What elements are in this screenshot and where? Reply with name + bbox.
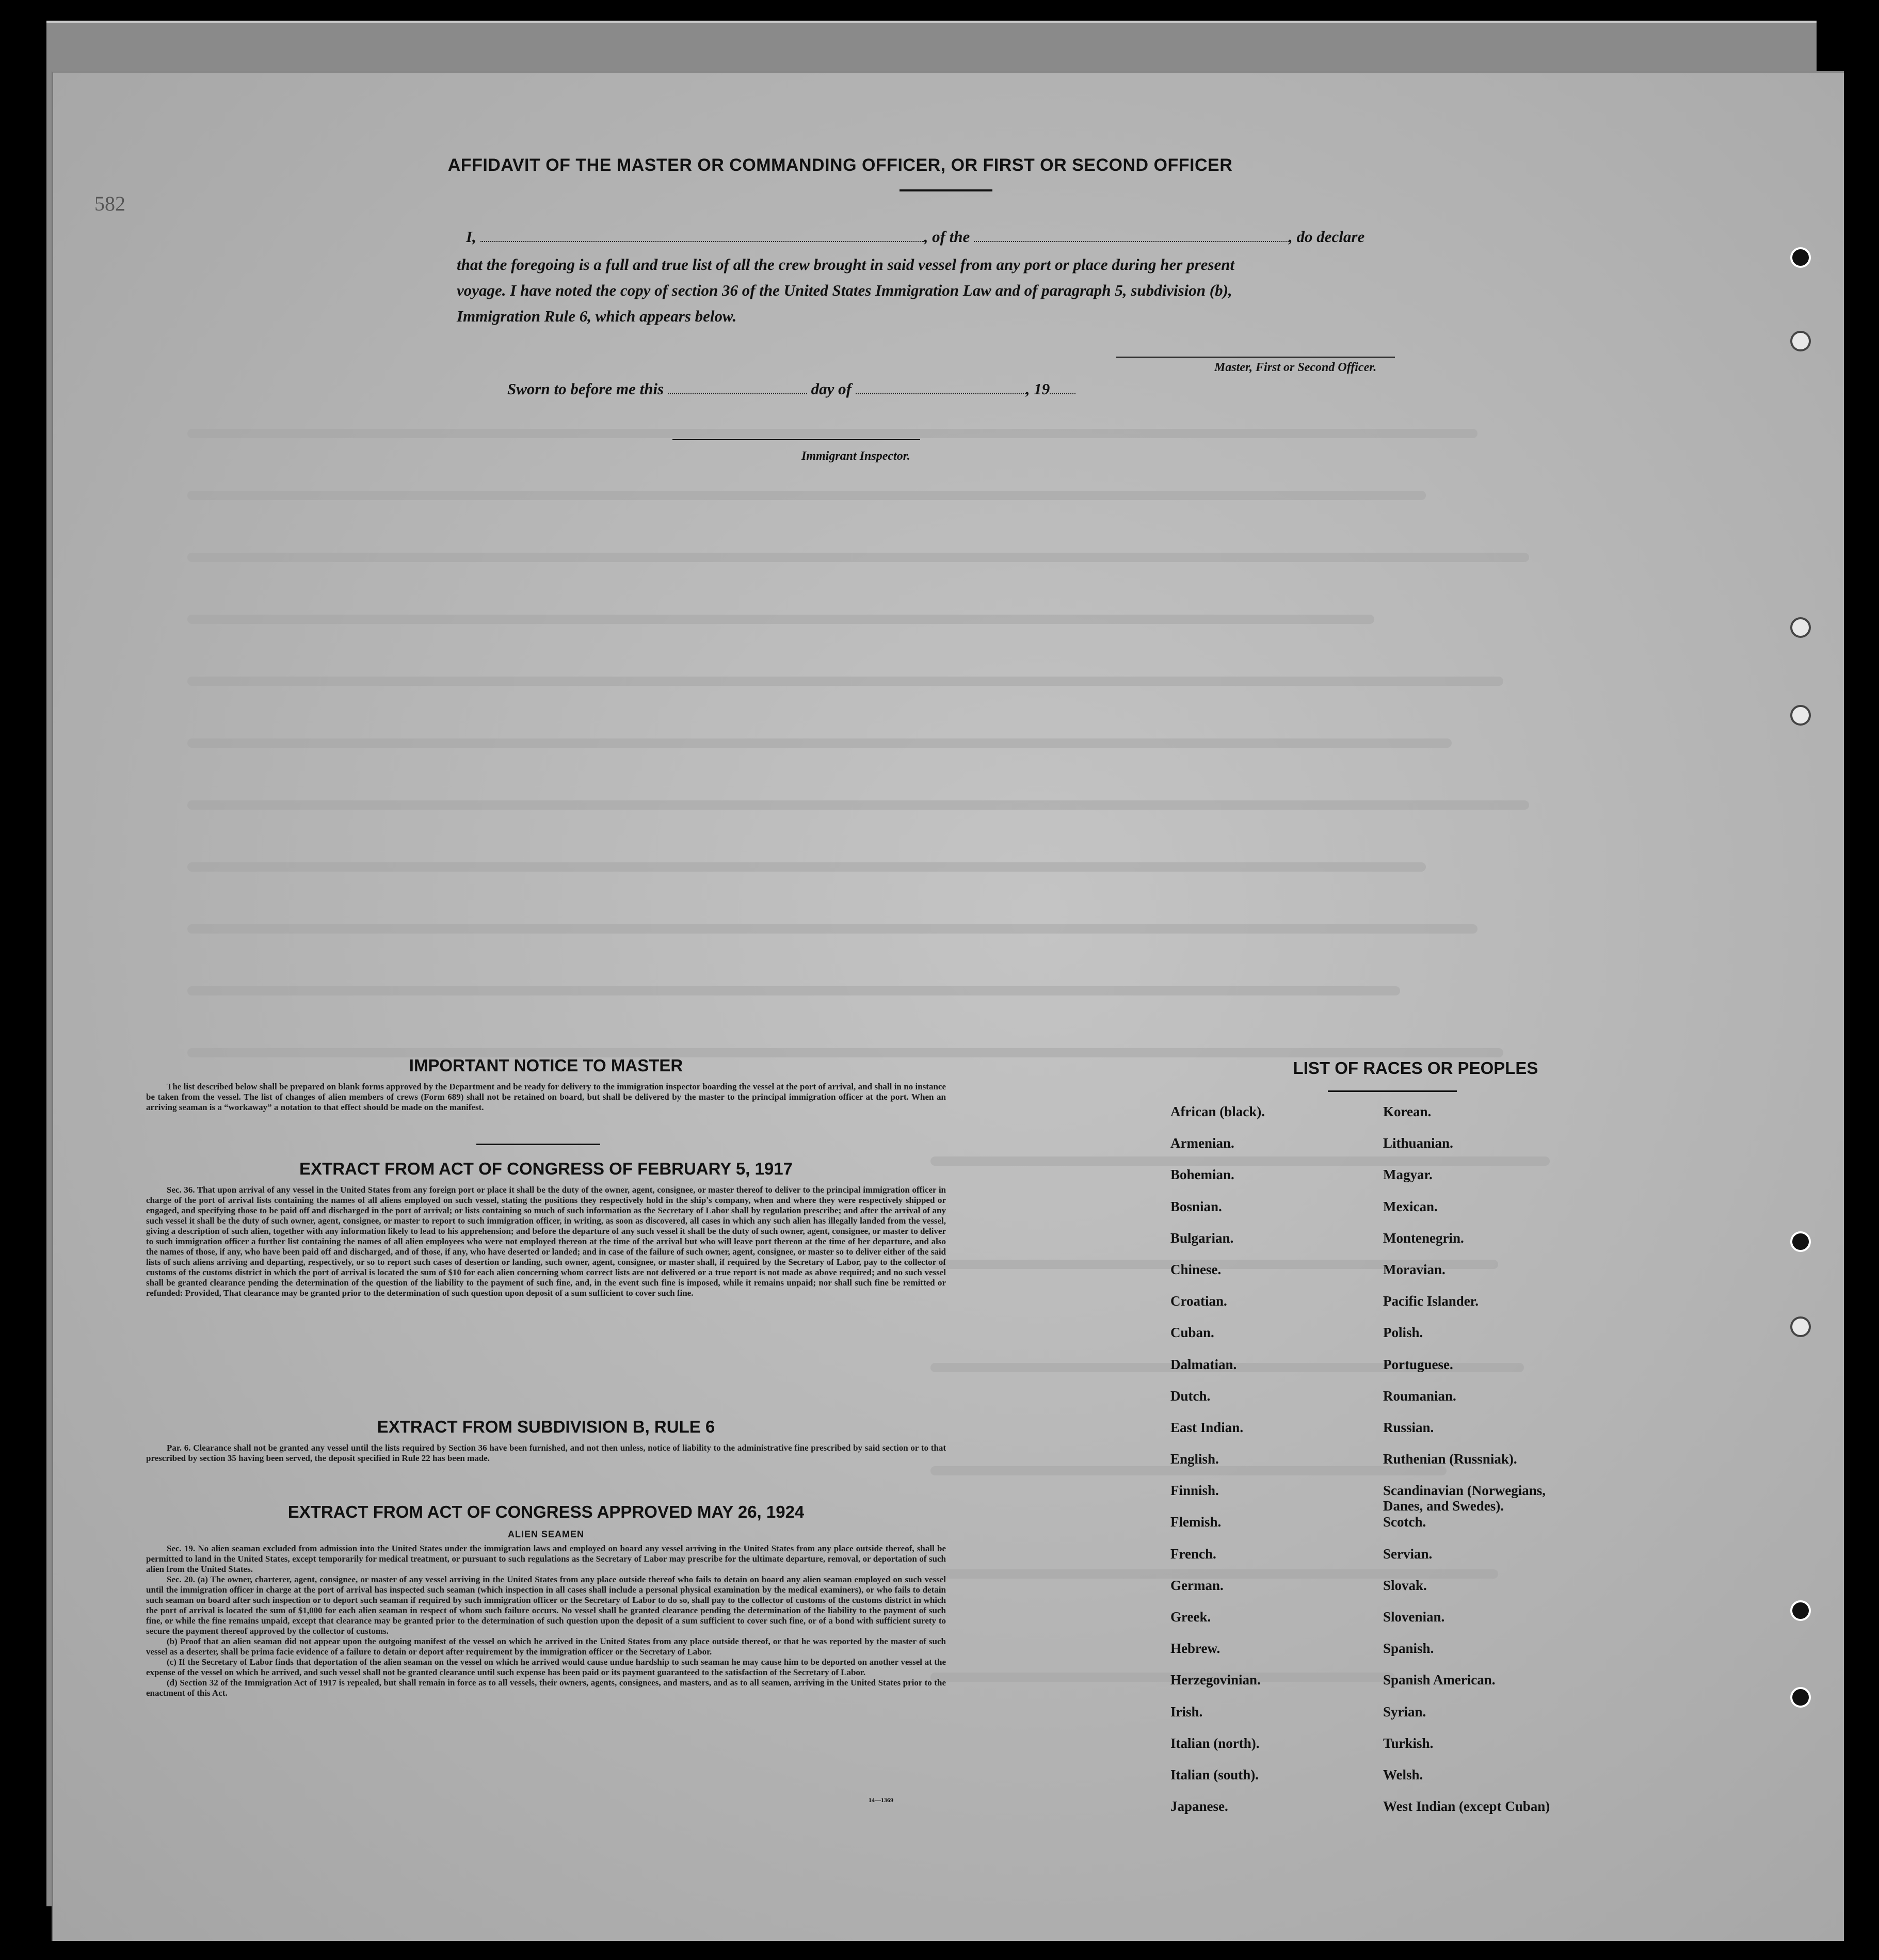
- race-item: Finnish.: [1170, 1483, 1219, 1499]
- race-item: Hebrew.: [1170, 1641, 1220, 1657]
- race-item: Montenegrin.: [1383, 1230, 1464, 1246]
- race-item: Roumanian.: [1383, 1388, 1456, 1404]
- race-item: Italian (south).: [1170, 1766, 1259, 1782]
- title-rule: [900, 189, 992, 191]
- section-20d-paragraph: (d) Section 32 of the Immigration Act of 1917 is repealed, but shall remain in force as to all vessels, their owners, agents, consignees, and masters, and as to all seamen, arriving in the United States prior to the enactment of this Act.: [146, 1678, 946, 1698]
- punch-hole: [1790, 617, 1811, 638]
- section-20b-paragraph: (b) Proof that an alien seaman did not appear upon the outgoing manifest of the vessel on which he arrived in the United States from any place outside thereof, or that he was reported by the master of such vessel as a deserter, shall be prima facie evidence of a failure to detain or deport after requirement by the immigration officer or the Secretary of Labor.: [146, 1636, 946, 1657]
- race-item: African (black).: [1170, 1104, 1265, 1119]
- race-item: Korean.: [1383, 1104, 1432, 1119]
- race-item: Japanese.: [1170, 1798, 1228, 1814]
- punch-hole: [1790, 1316, 1811, 1337]
- sworn-label: Sworn to before me this: [507, 380, 664, 398]
- day-of-label: day of: [811, 380, 852, 398]
- race-item: Bosnian.: [1170, 1198, 1222, 1214]
- race-item: Croatian.: [1170, 1293, 1227, 1309]
- declaration-line: [466, 228, 1498, 246]
- inspector-signature-line[interactable]: [672, 439, 920, 440]
- races-rule: [1328, 1090, 1457, 1092]
- race-item: Cuban.: [1170, 1325, 1214, 1341]
- section-20a-paragraph: Sec. 20. (a) The owner, charterer, agent, consignee, or master of any vessel arriving in the United States from any place outside thereof who fails to detain on board any alien seaman employed on such vessel until the immigration officer in charge at the port of arrival has inspected such seaman (which inspection in all cases shall include a personal physical examination by the medical examiners), or who fails to detain such seaman on board after such inspection or to deport such seaman if required by such immigration officer or the Secretary of Labor to do so, shall pay to the collector of customs of the customs district in which the port of arrival is located the sum of $1,000 for each alien seaman in respect of whom such failure occurs. No vessel shall be granted clearance pending the determination of the liability to the payment of such fine, or while the fine remains unpaid, except that clearance may be granted prior to the determination of such question upon the deposit of a sum sufficient to cover such fine, or of a bond with sufficient surety to secure the payment thereof approved by the collector of customs.: [146, 1575, 946, 1636]
- section-19-paragraph: Sec. 19. No alien seaman excluded from admission into the United States under the immigration laws and employed on board any vessel arriving in the United States from any place outside thereof, shall be permitted to land in the United States, except temporarily for medical treatment, or pursuant to such regulations as the Secretary of Labor may prescribe for the ultimate departure, removal, or deportation of such alien from the United States.: [146, 1544, 946, 1574]
- race-item: Spanish American.: [1383, 1672, 1496, 1688]
- section-rule: [476, 1144, 600, 1145]
- race-item: Bohemian.: [1170, 1167, 1234, 1183]
- race-item: Syrian.: [1383, 1704, 1426, 1720]
- punch-hole: [1790, 705, 1811, 726]
- sworn-line: [507, 380, 1178, 398]
- officer-name-field[interactable]: [480, 231, 924, 242]
- race-item: Dalmatian.: [1170, 1356, 1237, 1372]
- alien-seamen-subtitle: ALIEN SEAMEN: [507, 1529, 584, 1539]
- vessel-name-field[interactable]: [974, 231, 1289, 242]
- race-item: Greek.: [1170, 1609, 1211, 1625]
- race-item: Mexican.: [1383, 1198, 1438, 1214]
- year-label: , 19: [1025, 380, 1050, 398]
- race-item: German.: [1170, 1577, 1224, 1593]
- race-item: Bulgarian.: [1170, 1230, 1234, 1246]
- margin-mark: 582: [94, 192, 125, 215]
- declare-i-label: I,: [466, 228, 476, 246]
- race-item: Russian.: [1383, 1419, 1434, 1435]
- extract-1924-title: EXTRACT FROM ACT OF CONGRESS APPROVED MAY 26, 1924: [287, 1502, 805, 1521]
- race-item: Scotch.: [1383, 1514, 1426, 1530]
- section-20c-paragraph: (c) If the Secretary of Labor finds that deportation of the alien seaman on the vessel on which he arrived would cause undue hardship to such seaman he may cause him to be deported on another vessel at the expense of the vessel on which he arrived, and such vessel shall not be granted clearance until such expense has been paid or its payment guaranteed to the satisfaction of the Secretary of Labor.: [146, 1657, 946, 1677]
- race-item: Irish.: [1170, 1704, 1203, 1720]
- race-item: Pacific Islander.: [1383, 1293, 1479, 1309]
- race-item: Flemish.: [1170, 1514, 1222, 1530]
- section-36-paragraph: Sec. 36. That upon arrival of any vessel in the United States from any foreign port or place it shall be the duty of the owner, agent, consignee, or master thereof to deliver to the principal immigration officer in charge of the port of arrival lists containing the names of all aliens employed on such vessel, stating the positions they respectively hold in the ship's company, when and where they were respectively shipped or engaged, and specifying those to be paid off and discharged in the port of arrival; or lists containing so much of such information as the Secretary of Labor shall by regulation prescribe; and after the arrival of any such vessel it shall be the duty of such owner, agent, consignee, or master to report to such immigration officer, in writing, as soon as discovered, all cases in which any such alien has illegally landed from the vessel, giving a description of such alien, together with any information likely to lead to his apprehension; and before the departure of any such vessel it shall be the duty of such owner, agent, consignee, or master to deliver to such immigration officer a further list containing the names of all alien employees who were not employed thereon at the time of the arrival but who will leave port thereon at the time of her departure, and also the names of those, if any, who have been paid off and discharged, and of those, if any, who have deserted or landed; and in case of the failure of such owner, agent, consignee, or master so to deliver either of the said lists of such aliens arriving and departing, respectively, or so to report such cases of desertion or landing, such owner, agent, consignee, or master shall, if required by the Secretary of Labor, pay to the collector of customs of the customs district in which the port of arrival is located the sum of $10 for each alien concerning whom correct lists are not delivered or a true report is not made as above required; and no such vessel shall be granted clearance pending the determination of the question of the liability to the payment of such fine, and, in the event such fine is imposed, while it remains unpaid; nor shall such fine be remitted or refunded: Provided, That clearance may be granted prior to the determination of such question upon deposit of a sum sufficient to cover such fine.: [146, 1185, 946, 1298]
- affidavit-body-line1: that the foregoing is a full and true list of all the crew brought in said vessel from any port or place during her present: [457, 255, 1235, 274]
- affidavit-title: AFFIDAVIT OF THE MASTER OR COMMANDING OFFICER, OR FIRST OR SECOND OFFICER: [447, 155, 1233, 175]
- extract-1917-text: [146, 1185, 946, 1298]
- race-item: East Indian.: [1170, 1419, 1244, 1435]
- race-item: Ruthenian (Russniak).: [1383, 1451, 1517, 1467]
- race-item: Welsh.: [1383, 1766, 1423, 1782]
- notice-title: IMPORTANT NOTICE TO MASTER: [409, 1056, 683, 1075]
- race-item: French.: [1170, 1546, 1216, 1562]
- race-item: Chinese.: [1170, 1261, 1222, 1277]
- races-title: LIST OF RACES OR PEOPLES: [1293, 1058, 1538, 1078]
- race-item: Slovenian.: [1383, 1609, 1445, 1625]
- sworn-month-field[interactable]: [856, 383, 1026, 394]
- race-item: Servian.: [1383, 1546, 1433, 1562]
- sworn-day-field[interactable]: [668, 383, 807, 394]
- race-item: West Indian (except Cuban): [1383, 1798, 1550, 1814]
- punch-hole: [1790, 331, 1811, 351]
- extract-1917-title: EXTRACT FROM ACT OF CONGRESS OF FEBRUARY 5, 1917: [299, 1159, 793, 1178]
- race-item: Armenian.: [1170, 1135, 1234, 1151]
- master-caption: Master, First or Second Officer.: [1214, 361, 1377, 374]
- extract-rule6-title: EXTRACT FROM SUBDIVISION B, RULE 6: [377, 1417, 715, 1436]
- sworn-year-field[interactable]: [1050, 383, 1075, 394]
- race-item: English.: [1170, 1451, 1219, 1467]
- race-item: Polish.: [1383, 1325, 1423, 1341]
- race-item: Scandinavian (Norwegians, Danes, and Swedes).: [1383, 1483, 1546, 1514]
- punch-hole: [1790, 1231, 1811, 1252]
- race-item: Dutch.: [1170, 1388, 1211, 1404]
- declare-of-the-label: , of the: [924, 228, 970, 246]
- extract-1924-text: [146, 1544, 946, 1698]
- inspector-caption: Immigrant Inspector.: [801, 449, 910, 463]
- race-item: Lithuanian.: [1383, 1135, 1453, 1151]
- race-item: Slovak.: [1383, 1577, 1427, 1593]
- race-item: Portuguese.: [1383, 1356, 1453, 1372]
- punch-hole: [1790, 1687, 1811, 1708]
- master-signature-line[interactable]: [1116, 357, 1395, 358]
- race-item: Spanish.: [1383, 1641, 1434, 1657]
- form-number: 14—1369: [869, 1796, 893, 1804]
- races-right-column: [1383, 1104, 1672, 1830]
- race-item: Magyar.: [1383, 1167, 1433, 1183]
- affidavit-body-line2: voyage. I have noted the copy of section 36 of the United States Immigration Law and of paragraph 5, subdivision (b),: [457, 281, 1232, 299]
- race-item: Turkish.: [1383, 1735, 1434, 1751]
- notice-paragraph: The list described below shall be prepared on blank forms approved by the Department and be ready for delivery to the immigration inspector boarding the vessel at the port of arrival, and shall in no instance be taken from the vessel. The list of changes of alien members of crews (Form 689) shall not be retained on board, but shall be delivered by the master to the principal immigration officer at the port. When an arriving seaman is a “workaway” a notation to that effect should be made on the manifest.: [146, 1082, 946, 1112]
- notice-text: [146, 1082, 946, 1113]
- extract-rule6-text: [146, 1443, 946, 1464]
- affidavit-body-line3: Immigration Rule 6, which appears below.: [457, 307, 737, 325]
- document-page: [52, 71, 1844, 1941]
- paragraph-6: Par. 6. Clearance shall not be granted any vessel until the lists required by Section 36 have been furnished, and not then unless, notice of liability to the administrative fine prescribed by said section or to that prescribed by section 35 having been served, the deposit specified in Rule 22 has been made.: [146, 1443, 946, 1463]
- race-item: Moravian.: [1383, 1261, 1446, 1277]
- punch-hole: [1790, 247, 1811, 268]
- declare-end-label: , do declare: [1289, 228, 1365, 246]
- race-item: Herzegovinian.: [1170, 1672, 1261, 1688]
- race-item: Italian (north).: [1170, 1735, 1260, 1751]
- punch-hole: [1790, 1600, 1811, 1621]
